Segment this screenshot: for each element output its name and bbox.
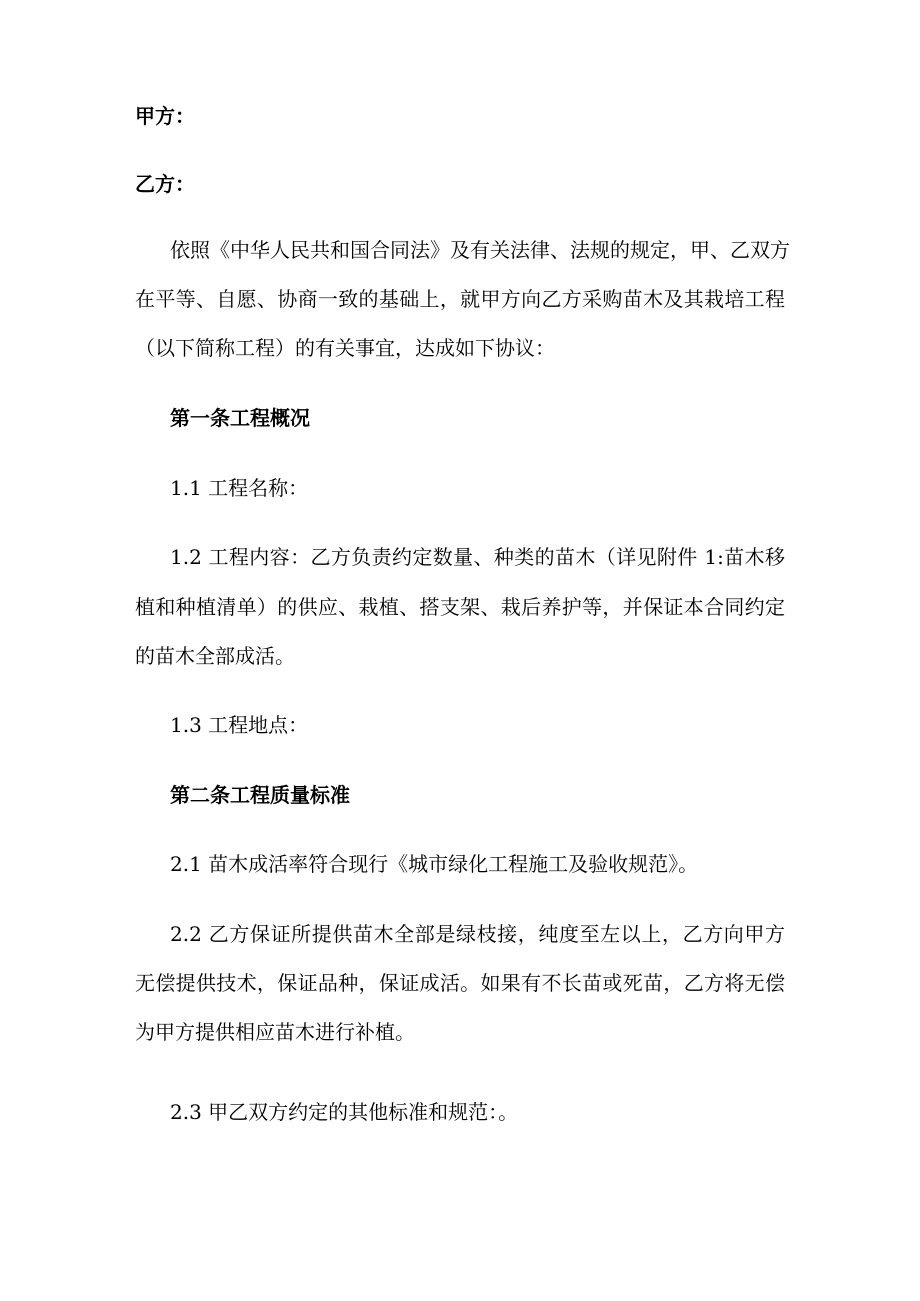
intro-line-2: 在平等、自愿、协商一致的基础上，就甲方向乙方采购苗木及其栽培工程	[135, 287, 785, 311]
intro-line-1: 依照《中华人民共和国合同法》及有关法律、法规的规定，甲、乙双方	[170, 238, 790, 262]
item-1-3: 1.3 工程地点：	[170, 713, 309, 737]
article-2-heading: 第二条工程质量标准	[170, 783, 350, 807]
item-2-3: 2.3 甲乙双方约定的其他标准和规范：。	[170, 1100, 519, 1124]
item-1-2-line-3: 的苗木全部成活。	[135, 644, 295, 668]
item-1-2-line-1: 1.2 工程内容：乙方负责约定数量、种类的苗木（详见附件 1:苗木移	[170, 545, 785, 569]
item-2-1: 2.1 苗木成活率符合现行《城市绿化工程施工及验收规范》。	[170, 852, 699, 876]
article-1-heading: 第一条工程概况	[170, 406, 310, 430]
party-b-label: 乙方：	[135, 172, 195, 196]
item-1-2-line-2: 植和种植清单）的供应、栽植、搭支架、栽后养护等，并保证本合同约定	[135, 595, 785, 619]
item-1-1: 1.1 工程名称：	[170, 476, 309, 500]
party-a-label: 甲方：	[135, 104, 195, 128]
intro-line-3: （以下简称工程）的有关事宜，达成如下协议：	[135, 336, 555, 360]
item-2-2-line-2: 无偿提供技术，保证品种，保证成活。如果有不长苗或死苗，乙方将无偿	[135, 971, 785, 995]
item-2-2-line-1: 2.2 乙方保证所提供苗木全部是绿枝接，纯度至左以上，乙方向甲方	[170, 922, 785, 946]
item-2-2-line-3: 为甲方提供相应苗木进行补植。	[135, 1020, 415, 1044]
